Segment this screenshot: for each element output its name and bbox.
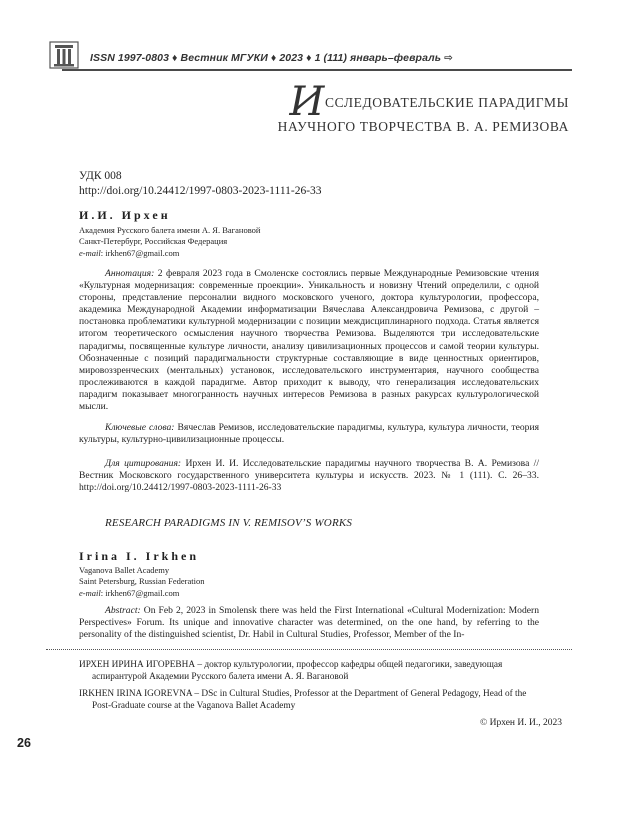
article-title-en: RESEARCH PARADIGMS IN V. REMISOV’S WORKS — [105, 517, 353, 529]
affiliation-city-en: Saint Petersburg, Russian Federation — [79, 576, 205, 587]
email-address-en[interactable]: : irkhen67@gmail.com — [100, 587, 180, 598]
footnote-ru — [79, 659, 539, 683]
affiliation-name: Академия Русского балета имени А. Я. Вагановой — [79, 225, 261, 235]
annotation-text: 2 февраля 2023 года в Смоленске состоялись первые Международные Ремизовские чтения «Культурная модернизация: современные проекции». Уникальность и новизну Чтений определили, с одной стороны, представление персоналии видного московского ученого, доктора культурологии, профессора, академика Международной Академии информатизации Вячеслава Александровича Ремизова, с другой – постановка проблематики культурной модернизации с позиции междисциплинарного подхода. Статья является итогом теоретического осмысления научного творчества Ремизова. Выделяются три исследовательские парадигмы, посвященные культуре личности, анализу цивилизационных процессов и самой теории культуры. Обозначенные с позиций парадигмальности структурные составляющие в виде ценностных ориентиров, мировоззренческих (ментальных) установок, исследовательского инструментария, научного сообщества прослеживаются в каждой парадигме. Автор приходит к выводу, что генерализация исследовательских парадигм показывает многогранность научных интересов Ремизова в разных ракурсах культурологической мысли. — [79, 268, 539, 413]
footnote-en — [79, 688, 539, 712]
affiliation-name-en: Vaganova Ballet Academy — [79, 565, 170, 575]
citation-paragraph — [79, 458, 539, 494]
annotation-label: Аннотация: — [105, 268, 155, 279]
title-line-1: ССЛЕДОВАТЕЛЬСКИЕ ПАРАДИГМЫ — [324, 95, 569, 110]
title-line-2: НАУЧНОГО ТВОРЧЕСТВА В. А. РЕМИЗОВА — [277, 119, 569, 134]
header-rule — [62, 69, 572, 71]
keywords-text: Вячеслав Ремизов, исследовательские парадигмы, культура, культура личности, теория культуры, культурно-цивилизационные процессы. — [79, 422, 539, 446]
author-affiliation-en — [79, 565, 204, 599]
email-label-en: e-mail — [79, 587, 101, 598]
journal-header-text: ISSN 1997-0803 ♦ Вестник МГУКИ ♦ 2023 ♦ 1 (111) январь–февраль ⇨ — [90, 52, 454, 64]
page-number: 26 — [17, 736, 31, 750]
author-affiliation-ru — [79, 225, 260, 259]
abstract-text: On Feb 2, 2023 in Smolensk there was held the First International «Cultural Modernization: Modern Perspectives» Forum. Its unique and innovative character was determined, on the one hand, by referring to the personality of the distinguished scientist, Dr. Habil in Cultural Studies, Professor, Member of the In- — [79, 605, 539, 641]
annotation-paragraph — [79, 268, 539, 413]
author-name-en: Irina I. Irkhen — [79, 549, 200, 563]
footnote-en-text: IRKHEN IRINA IGOREVNA – DSc in Cultural Studies, Professor at the Department of General Pedagogy, Head of the Post-Graduate course at the Vaganova Ballet Academy — [79, 689, 527, 711]
title-drop-initial: И — [289, 79, 325, 125]
udc-code: УДК 008 — [79, 170, 122, 182]
abstract-label: Abstract: — [105, 605, 141, 616]
footnote-ru-text: ИРХЕН ИРИНА ИГОРЕВНА – доктор культурологии, профессор кафедры общей педагогики, заведующая аспирантурой Академии Русского балета имени А. Я. Вагановой — [79, 660, 503, 682]
udc-block — [79, 169, 322, 199]
author-name-ru: И.И. Ирхен — [79, 208, 171, 222]
keywords-paragraph — [79, 422, 539, 446]
citation-label: Для цитирования: — [105, 458, 182, 469]
journal-header — [48, 48, 568, 70]
copyright-notice: © Ирхен И. И., 2023 — [480, 718, 562, 728]
affiliation-city: Санкт-Петербург, Российская Федерация — [79, 236, 228, 247]
citation-text: Ирхен И. И. Исследовательские парадигмы научного творчества В. А. Ремизова // Вестник Московского государственного университета культуры и искусств. 2023. № 1 (111). С. 26–33. http://doi.org/10.24412/1997-0803-2023-1111-26-33 — [79, 458, 539, 494]
email-label: e-mail — [79, 247, 101, 258]
abstract-paragraph — [79, 605, 539, 641]
email-address[interactable]: : irkhen67@gmail.com — [100, 247, 180, 258]
keywords-label: Ключевые слова: — [105, 422, 175, 433]
article-title-ru — [229, 79, 569, 135]
column-logo-icon — [48, 38, 80, 70]
doi-link[interactable]: http://doi.org/10.24412/1997-0803-2023-1111-26-33 — [79, 185, 322, 197]
footnote-separator — [46, 649, 572, 650]
